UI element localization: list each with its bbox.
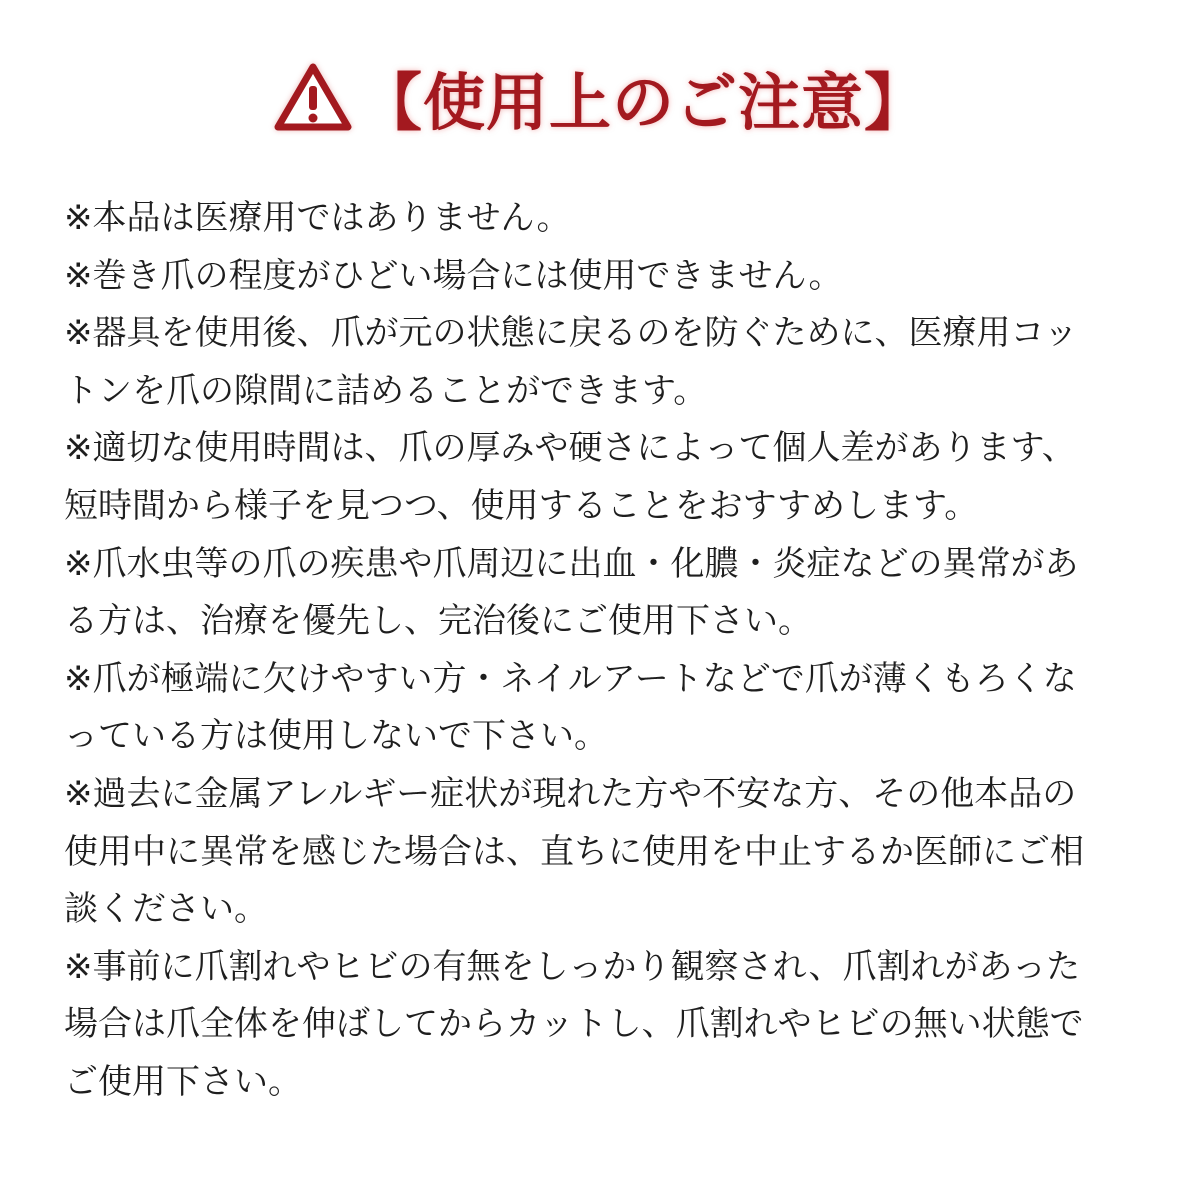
note-line: ※本品は医療用ではありません。 <box>64 198 571 238</box>
note-line: 談ください。 <box>64 889 268 930</box>
note-line: る方は、治療を優先し、完治後にご使用下さい。 <box>64 601 812 642</box>
note-line: ※爪が極端に欠けやすい方・ネイルアートなどで爪が薄くもろくな <box>64 658 1077 699</box>
note-line: ご使用下さい。 <box>64 1061 302 1102</box>
warning-triangle-icon <box>274 62 352 132</box>
note-line: ※器具を使用後、爪が元の状態に戻るのを防ぐために、医療用コッ <box>64 313 1078 354</box>
header <box>0 52 1201 142</box>
note-line: 場合は爪全体を伸ばしてからカットし、爪割れやヒビの無い状態で <box>64 1004 1084 1045</box>
note-line: ※爪水虫等の爪の疾患や爪周辺に出血・化膿・炎症などの異常があ <box>64 543 1079 584</box>
note-line: っている方は使用しないで下さい。 <box>64 716 608 757</box>
note-line: トンを爪の隙間に詰めることができます。 <box>64 370 708 411</box>
note-line: 使用中に異常を感じた場合は、直ちに使用を中止するか医師にご相 <box>64 831 1084 872</box>
note-line: ※過去に金属アレルギー症状が現れた方や不安な方、その他本品の <box>64 773 1077 814</box>
note-line: ※事前に爪割れやヒビの有無をしっかり観察され、爪割れがあった <box>64 946 1081 987</box>
caution-list <box>64 190 1144 1112</box>
note-line: ※適切な使用時間は、爪の厚みや硬さによって個人差があります、 <box>64 428 1076 469</box>
page-title: 【使用上のご注意】 <box>359 65 927 139</box>
note-line: ※巻き爪の程度がひどい場合には使用できません。 <box>64 255 843 296</box>
note-line: 短時間から様子を見つつ、使用することをおすすめします。 <box>64 485 979 526</box>
